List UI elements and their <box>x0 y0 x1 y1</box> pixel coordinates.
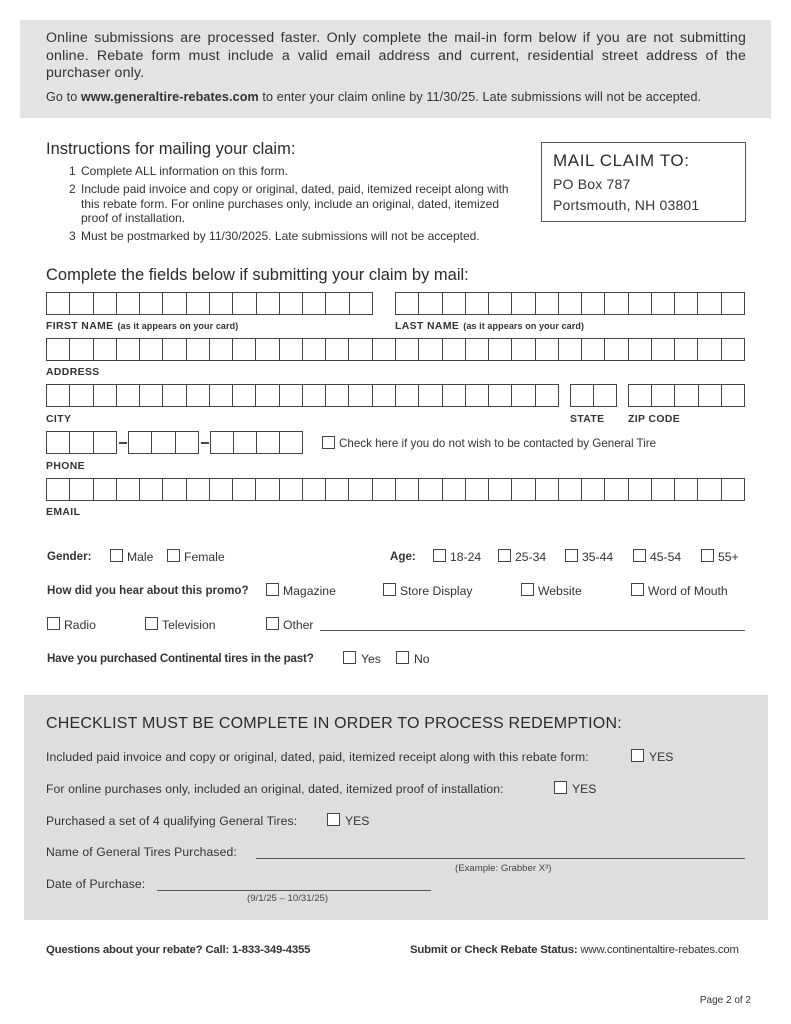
instruction-text: Complete ALL information on this form. <box>81 164 288 178</box>
date-of-purchase-line[interactable] <box>157 890 431 891</box>
generaltire-rebates-link[interactable]: www.generaltire-rebates.com <box>80 90 259 104</box>
phone-label: PHONE <box>46 461 85 472</box>
first-name-label: FIRST NAME (as it appears on your card) <box>46 321 239 332</box>
promo-word-of-mouth-checkbox[interactable] <box>631 583 644 596</box>
mail-claim-title: MAIL CLAIM TO: <box>553 151 690 170</box>
checklist-tires-checkbox[interactable] <box>327 813 340 826</box>
age-35-44-label: 35-44 <box>582 550 614 564</box>
age-55-plus-checkbox[interactable] <box>701 549 714 562</box>
instructions-title: Instructions for mailing your claim: <box>46 140 296 158</box>
date-range-note: (9/1/25 – 10/31/25) <box>247 893 329 904</box>
online-submission-banner <box>20 20 771 118</box>
address-label: ADDRESS <box>46 367 100 378</box>
promo-magazine-label: Magazine <box>283 584 336 598</box>
mail-address-line-1: PO Box 787 <box>553 176 631 192</box>
instruction-number: 1 <box>69 164 76 178</box>
promo-store-display-checkbox[interactable] <box>383 583 396 596</box>
promo-website-checkbox[interactable] <box>521 583 534 596</box>
last-name-label: LAST NAME (as it appears on your card) <box>395 321 585 332</box>
age-18-24-label: 18-24 <box>450 550 482 564</box>
zip-code-label: ZIP CODE <box>628 414 681 425</box>
redemption-checklist <box>24 695 768 920</box>
gender-label: Gender: <box>47 550 92 563</box>
email-label: EMAIL <box>46 507 81 518</box>
instruction-number: 2 <box>69 182 76 196</box>
checklist-item-installation: For online purchases only, included an original, dated, itemized proof of installation: <box>46 782 504 796</box>
no-contact-label: Check here if you do not wish to be contacted by General Tire <box>339 437 657 450</box>
city-input[interactable] <box>46 384 559 407</box>
checklist-title: CHECKLIST MUST BE COMPLETE IN ORDER TO PROCESS REDEMPTION: <box>46 715 622 732</box>
banner-notice-text: Online submissions are processed faster. Only complete the mail-in form below if you are not submitting online. Rebate form must include a valid email address and current, residential street address of the purchaser only. <box>46 30 746 81</box>
email-input[interactable] <box>46 478 745 501</box>
phone-dash <box>201 442 209 444</box>
gender-female-label: Female <box>184 550 225 564</box>
date-of-purchase-label: Date of Purchase: <box>46 877 146 891</box>
phone-dash <box>119 442 127 444</box>
purchased-question-label: Have you purchased Continental tires in the past? <box>47 652 314 665</box>
age-25-34-label: 25-34 <box>515 550 547 564</box>
instruction-number: 3 <box>69 229 76 243</box>
phone-line-number-input[interactable] <box>210 431 303 454</box>
promo-television-label: Television <box>162 618 216 632</box>
goto-suffix: to enter your claim online by 11/30/25. Late submissions will not be accepted. <box>258 90 702 104</box>
zip-code-input[interactable] <box>628 384 745 407</box>
state-input[interactable] <box>570 384 617 407</box>
purchased-no-label: No <box>414 652 430 666</box>
age-45-54-checkbox[interactable] <box>633 549 646 562</box>
continentaltire-rebates-link[interactable]: www.continentaltire-rebates.com <box>580 944 739 956</box>
age-label: Age: <box>390 550 416 563</box>
support-phone-number[interactable]: 1-833-349-4355 <box>232 944 311 956</box>
promo-radio-checkbox[interactable] <box>47 617 60 630</box>
instruction-text: Must be postmarked by 11/30/2025. Late submissions will not be accepted. <box>81 229 480 243</box>
checklist-receipt-yes: YES <box>649 750 674 764</box>
promo-website-label: Website <box>538 584 582 598</box>
age-55-plus-label: 55+ <box>718 550 739 564</box>
gender-male-checkbox[interactable] <box>110 549 123 562</box>
last-name-input[interactable] <box>395 292 745 315</box>
age-45-54-label: 45-54 <box>650 550 682 564</box>
status-label: Submit or Check Rebate Status: <box>410 944 578 956</box>
checklist-receipt-checkbox[interactable] <box>631 749 644 762</box>
promo-magazine-checkbox[interactable] <box>266 583 279 596</box>
checklist-item-receipt: Included paid invoice and copy or original, dated, paid, itemized receipt along with this rebate form: <box>46 750 589 764</box>
city-label: CITY <box>46 414 72 425</box>
instruction-text: Include paid invoice and copy or original, dated, paid, itemized receipt along with this rebate form. For online purchases only, include an original, dated, itemized proof of installation. <box>81 182 509 225</box>
no-contact-checkbox[interactable] <box>322 436 335 449</box>
age-25-34-checkbox[interactable] <box>498 549 511 562</box>
gender-male-label: Male <box>127 550 154 564</box>
phone-area-code-input[interactable] <box>46 431 117 454</box>
promo-other-write-in-line[interactable] <box>320 630 745 631</box>
address-input[interactable] <box>46 338 745 361</box>
mail-claim-box <box>541 142 746 222</box>
promo-other-checkbox[interactable] <box>266 617 279 630</box>
questions-label: Questions about your rebate? Call: <box>46 944 230 956</box>
purchased-yes-checkbox[interactable] <box>343 651 356 664</box>
gender-female-checkbox[interactable] <box>167 549 180 562</box>
tires-example-note: (Example: Grabber X³) <box>455 863 552 874</box>
checklist-tires-yes: YES <box>345 814 370 828</box>
promo-television-checkbox[interactable] <box>145 617 158 630</box>
phone-prefix-input[interactable] <box>128 431 199 454</box>
age-35-44-checkbox[interactable] <box>565 549 578 562</box>
goto-prefix: Go to <box>46 90 81 104</box>
mail-address-line-2: Portsmouth, NH 03801 <box>553 197 700 213</box>
checklist-installation-yes: YES <box>572 782 597 796</box>
purchased-yes-label: Yes <box>361 652 381 666</box>
banner-online-instruction <box>46 90 751 104</box>
promo-word-of-mouth-label: Word of Mouth <box>648 584 728 598</box>
tires-purchased-line[interactable] <box>256 858 745 859</box>
promo-other-label: Other <box>283 618 314 632</box>
footer-questions <box>46 944 310 956</box>
footer-rebate-status <box>410 944 739 956</box>
age-18-24-checkbox[interactable] <box>433 549 446 562</box>
tires-purchased-label: Name of General Tires Purchased: <box>46 845 237 859</box>
purchased-no-checkbox[interactable] <box>396 651 409 664</box>
state-label: STATE <box>570 414 605 425</box>
checklist-item-tires: Purchased a set of 4 qualifying General Tires: <box>46 814 298 828</box>
checklist-installation-checkbox[interactable] <box>554 781 567 794</box>
first-name-input[interactable] <box>46 292 373 315</box>
promo-radio-label: Radio <box>64 618 96 632</box>
promo-question-label: How did you hear about this promo? <box>47 584 249 597</box>
fields-section-title: Complete the fields below if submitting your claim by mail: <box>46 266 469 284</box>
promo-store-display-label: Store Display <box>400 584 473 598</box>
page-number: Page 2 of 2 <box>699 995 751 1006</box>
